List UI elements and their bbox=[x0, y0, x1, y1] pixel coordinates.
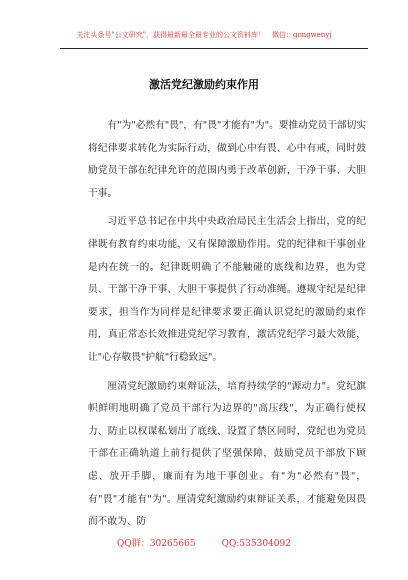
footer-contact bbox=[0, 536, 408, 549]
footer-qq-group: QQ群：30265665 bbox=[117, 539, 196, 549]
document-body bbox=[88, 115, 366, 540]
paragraph-3: 厘清党纪激励约束辩证法，培育持续学的"源动力"。党纪旗帜鲜明地明确了党员干部行为边界的"高压线"，为正确行使权力、防止以权谋私划出了底线、设置了禁区同时，党纪也为党员干部在正确轨道上前行提供了坚强保障，鼓励党员干部放下顾虑、放开手脚，廉而有为地干事创业。有"为"必然有"畏"，有"畏"才能有"为"。厘清党纪激励约束辩证关系，才能避免因畏而不敢为、防 bbox=[88, 380, 366, 528]
paragraph-1: 有"为"必然有"畏"，有"畏"才能有"为"。要推动党员干部切实将纪律要求转化为实际行动，做到心中有畏、心中有戒，同时鼓励党员干部在纪律允许的范围内勇于改革创新，干净干事、大胆干事。 bbox=[88, 120, 366, 199]
footer-qq-number: QQ:535304092 bbox=[221, 539, 291, 549]
header-banner: 关注头条号"公文研究"，获得最新最全最专业的公文资料库！ 微信：gongwenyj bbox=[76, 31, 332, 39]
document-title: 激活党纪激励约束作用 bbox=[149, 78, 259, 91]
header-divider bbox=[60, 48, 368, 49]
paragraph-2: 习近平总书记在中共中央政治局民主生活会上指出，党的纪律既有教育约束功能，又有保障激励作用。党的纪律和干事创业是内在统一的。纪律既明确了不能触碰的底线和边界，也为党员、干部干净干事、大胆干事提供了行动准绳。遵规守纪是纪律要求，担当作为同样是纪律要求要正确认识党纪的激励约束作用，真正常态长效推进党纪学习教育，激活党纪学习最大效能，让"心存敬畏"护航"行稳致远"。 bbox=[88, 216, 366, 363]
